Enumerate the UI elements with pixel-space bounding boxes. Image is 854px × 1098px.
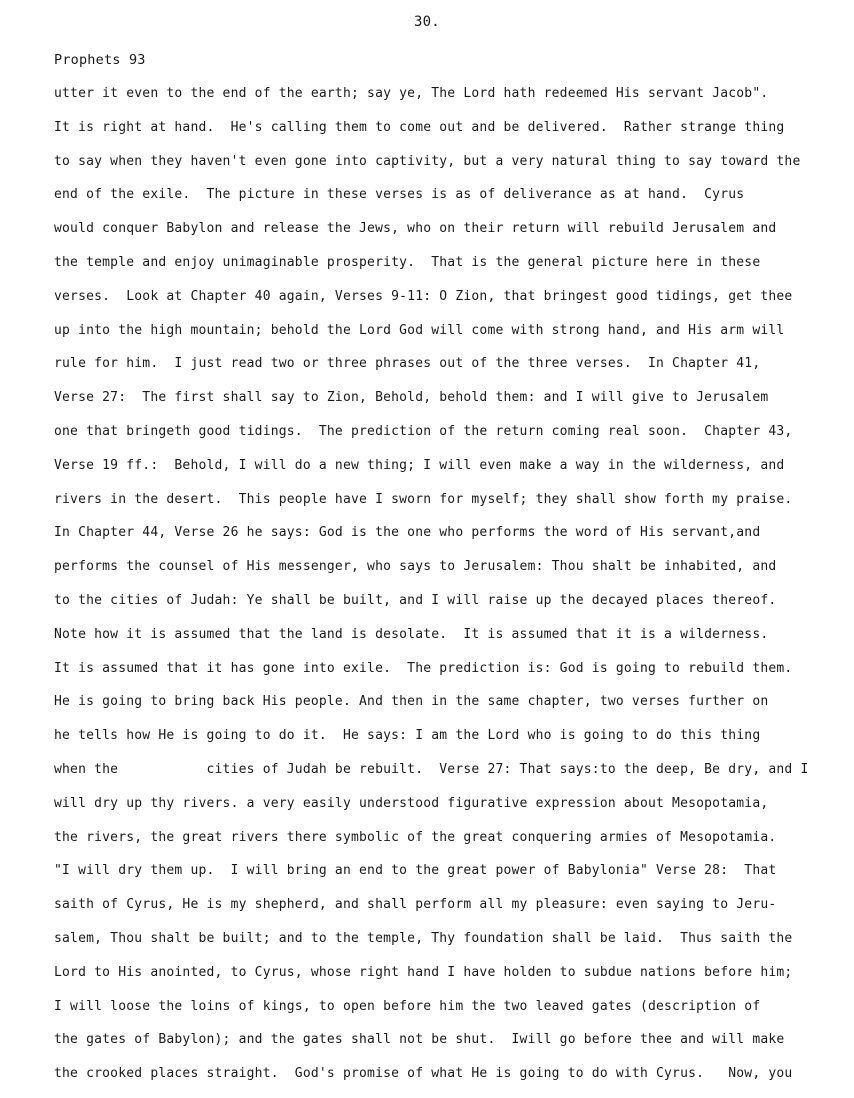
document-header: Prophets 93	[54, 52, 146, 68]
text-line: It is assumed that it has gone into exile. The prediction is: God is going to rebuild them.	[54, 660, 793, 676]
text-line: verses. Look at Chapter 40 again, Verses 9-11: O Zion, that bringest good tidings, get thee	[54, 288, 793, 304]
text-line: saith of Cyrus, He is my shepherd, and shall perform all my pleasure: even saying to Jeru-	[54, 897, 777, 913]
text-line: Verse 19 ff.: Behold, I will do a new thing; I will even make a way in the wilderness, and	[54, 457, 785, 473]
text-line: the crooked places straight. God's promise of what He is going to do with Cyrus. Now, you	[54, 1066, 793, 1082]
text-line: the temple and enjoy unimaginable prosperity. That is the general picture here in these	[54, 254, 761, 270]
text-line: "I will dry them up. I will bring an end to the great power of Babylonia" Verse 28: That	[54, 863, 777, 879]
text-line: will dry up thy rivers. a very easily understood figurative expression about Mesopotamia,	[54, 795, 769, 811]
text-line: would conquer Babylon and release the Jews, who on their return will rebuild Jerusalem and	[54, 221, 777, 237]
text-line: end of the exile. The picture in these verses is as of deliverance as at hand. Cyrus	[54, 187, 745, 203]
text-line: the gates of Babylon); and the gates shall not be shut. Iwill go before thee and will make	[54, 1032, 785, 1048]
text-line: I will loose the loins of kings, to open before him the two leaved gates (description of	[54, 998, 761, 1014]
body-text	[54, 84, 834, 1098]
text-line: performs the counsel of His messenger, who says to Jerusalem: Thou shalt be inhabited, and	[54, 559, 777, 575]
text-line: In Chapter 44, Verse 26 he says: God is the one who performs the word of His servant,and	[54, 525, 761, 541]
page-number: 30.	[414, 14, 440, 30]
text-line: to say when they haven't even gone into captivity, but a very natural thing to say toward the	[54, 153, 801, 169]
text-line: he tells how He is going to do it. He says: I am the Lord who is going to do this thing	[54, 728, 761, 744]
text-line: utter it even to the end of the earth; say ye, The Lord hath redeemed His servant Jacob".	[54, 86, 769, 101]
text-line: salem, Thou shalt be built; and to the temple, Thy foundation shall be laid. Thus saith the	[54, 930, 793, 946]
text-line: Lord to His anointed, to Cyrus, whose right hand I have holden to subdue nations before him;	[54, 964, 793, 980]
text-line: one that bringeth good tidings. The prediction of the return coming real soon. Chapter 43,	[54, 423, 793, 439]
text-line: up into the high mountain; behold the Lord God will come with strong hand, and His arm will	[54, 322, 785, 338]
text-line: when the cities of Judah be rebuilt. Verse 27: That says:to the deep, Be dry, and I	[54, 761, 809, 777]
text-line: He is going to bring back His people. And then in the same chapter, two verses further on	[54, 694, 769, 710]
text-line: rule for him. I just read two or three phrases out of the three verses. In Chapter 41,	[54, 356, 761, 372]
text-line: It is right at hand. He's calling them to come out and be delivered. Rather strange thing	[54, 119, 785, 135]
text-line: to the cities of Judah: Ye shall be built, and I will raise up the decayed places thereof.	[54, 592, 777, 608]
text-line: rivers in the desert. This people have I sworn for myself; they shall show forth my praise.	[54, 491, 793, 507]
text-line: Verse 27: The first shall say to Zion, Behold, behold them: and I will give to Jerusalem	[54, 390, 769, 406]
text-line: Note how it is assumed that the land is desolate. It is assumed that it is a wilderness.	[54, 626, 769, 642]
text-line: the rivers, the great rivers there symbolic of the great conquering armies of Mesopotamia.	[54, 829, 777, 845]
